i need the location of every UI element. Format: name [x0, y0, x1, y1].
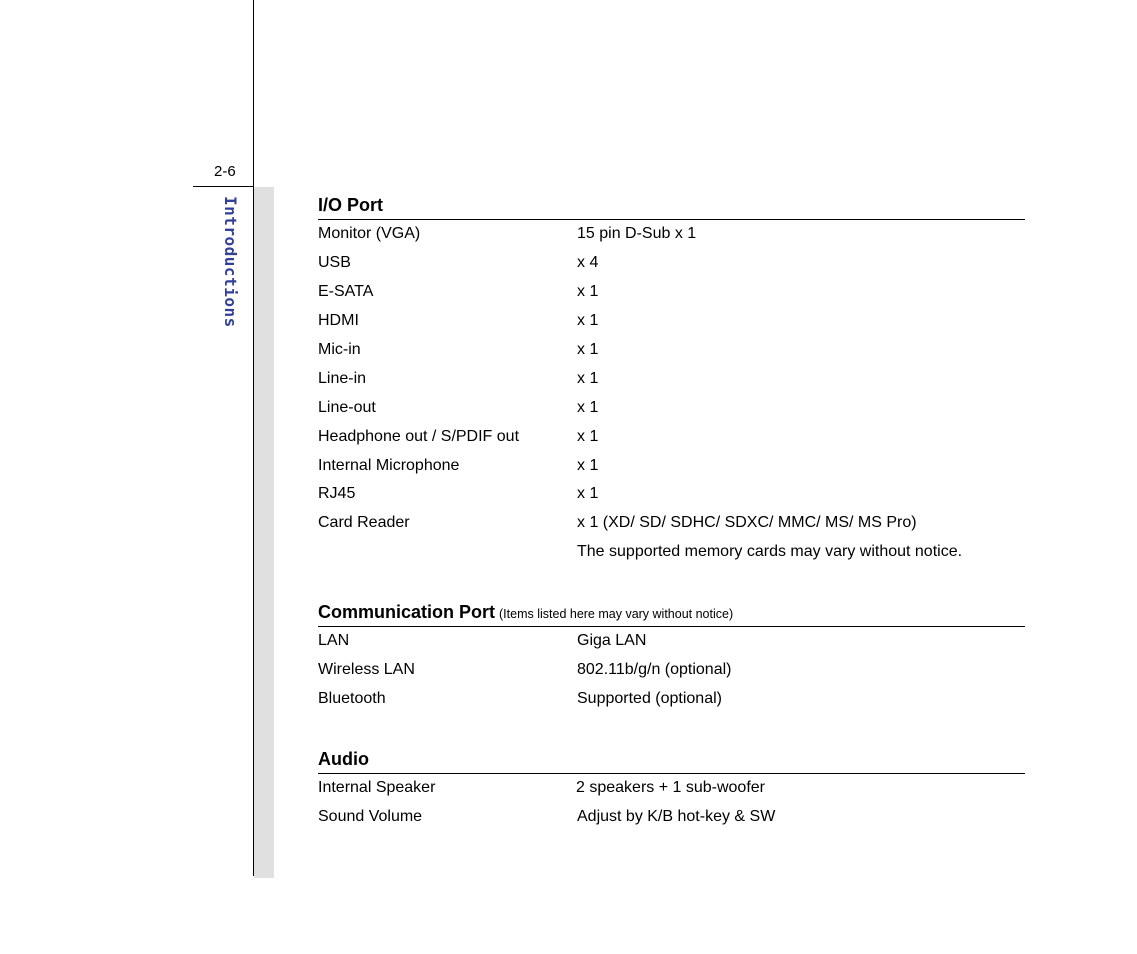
spec-value: x 1 — [577, 398, 599, 416]
spec-value: The supported memory cards may vary without notice. — [577, 543, 963, 561]
spec-value: x 1 — [577, 283, 599, 301]
table-row — [318, 422, 1025, 451]
table-row — [318, 509, 1025, 538]
section-title — [318, 748, 1025, 774]
section-io-port — [318, 194, 1025, 567]
spec-value: x 1 — [577, 456, 599, 474]
spec-key: Card Reader — [318, 514, 410, 532]
table-row — [318, 393, 1025, 422]
spec-value: x 1 — [577, 312, 599, 330]
table-row — [318, 627, 1025, 656]
table-row — [318, 480, 1025, 509]
spec-key: Bluetooth — [318, 690, 386, 708]
spec-key: Sound Volume — [318, 808, 423, 826]
spec-value: x 1 — [577, 341, 599, 358]
spec-table — [318, 220, 1025, 567]
chapter-tab-label: Introductions — [221, 196, 240, 328]
spec-value: 15 pin D-Sub x 1 — [577, 225, 697, 243]
spec-value: 2 speakers + 1 sub-woofer — [576, 779, 765, 797]
margin-rule-horizontal — [193, 186, 254, 187]
spec-value: x 1 — [577, 427, 599, 445]
table-row — [318, 307, 1025, 336]
spec-key: Line-in — [318, 369, 367, 387]
table-row — [318, 278, 1025, 307]
section-communication-port — [318, 601, 1025, 714]
spec-key: Wireless LAN — [318, 661, 415, 679]
spec-key: Line-out — [318, 398, 376, 416]
section-title-text: Communication Port — [318, 602, 496, 622]
table-row — [318, 538, 1025, 567]
spec-table — [318, 627, 1025, 714]
table-row — [318, 451, 1025, 480]
section-audio — [318, 748, 1025, 832]
spec-value: Giga LAN — [577, 632, 647, 650]
spec-key: LAN — [318, 632, 350, 650]
spec-value: x 1 — [577, 485, 599, 503]
section-title — [318, 194, 1025, 220]
table-row — [318, 803, 1025, 832]
table-row — [318, 364, 1025, 393]
table-row — [318, 774, 1025, 803]
spec-key: Internal Speaker — [318, 779, 436, 797]
spec-table — [318, 774, 1025, 832]
page-number: 2-6 — [214, 163, 236, 180]
spec-key: Internal Microphone — [318, 456, 460, 474]
spec-value: x 1 — [577, 369, 599, 387]
spec-value: 802.11b/g/n (optional) — [577, 661, 732, 679]
side-tab-band — [254, 187, 274, 878]
section-title-text: Audio — [318, 749, 369, 769]
spec-value: Supported (optional) — [577, 690, 722, 708]
table-row — [318, 220, 1025, 249]
spec-value: Adjust by K/B hot-key & SW — [577, 808, 776, 826]
spec-key: RJ45 — [318, 485, 356, 503]
spec-key: USB — [318, 254, 351, 272]
spec-value: x 1 (XD/ SD/ SDHC/ SDXC/ MMC/ MS/ MS Pro) — [577, 514, 917, 532]
spec-key: HDMI — [318, 312, 359, 330]
spec-key: E-SATA — [318, 283, 374, 301]
section-title-text: I/O Port — [318, 195, 384, 215]
table-row — [318, 336, 1025, 365]
table-row — [318, 685, 1025, 714]
table-row — [318, 249, 1025, 278]
section-title — [318, 601, 1025, 627]
spec-value: x 4 — [577, 254, 599, 272]
spec-key: Mic-in — [318, 341, 361, 358]
spec-key: Monitor (VGA) — [318, 225, 421, 243]
section-note: (Items listed here may vary without notice) — [499, 607, 734, 621]
table-row — [318, 656, 1025, 685]
spec-key: Headphone out / S/PDIF out — [318, 427, 520, 445]
